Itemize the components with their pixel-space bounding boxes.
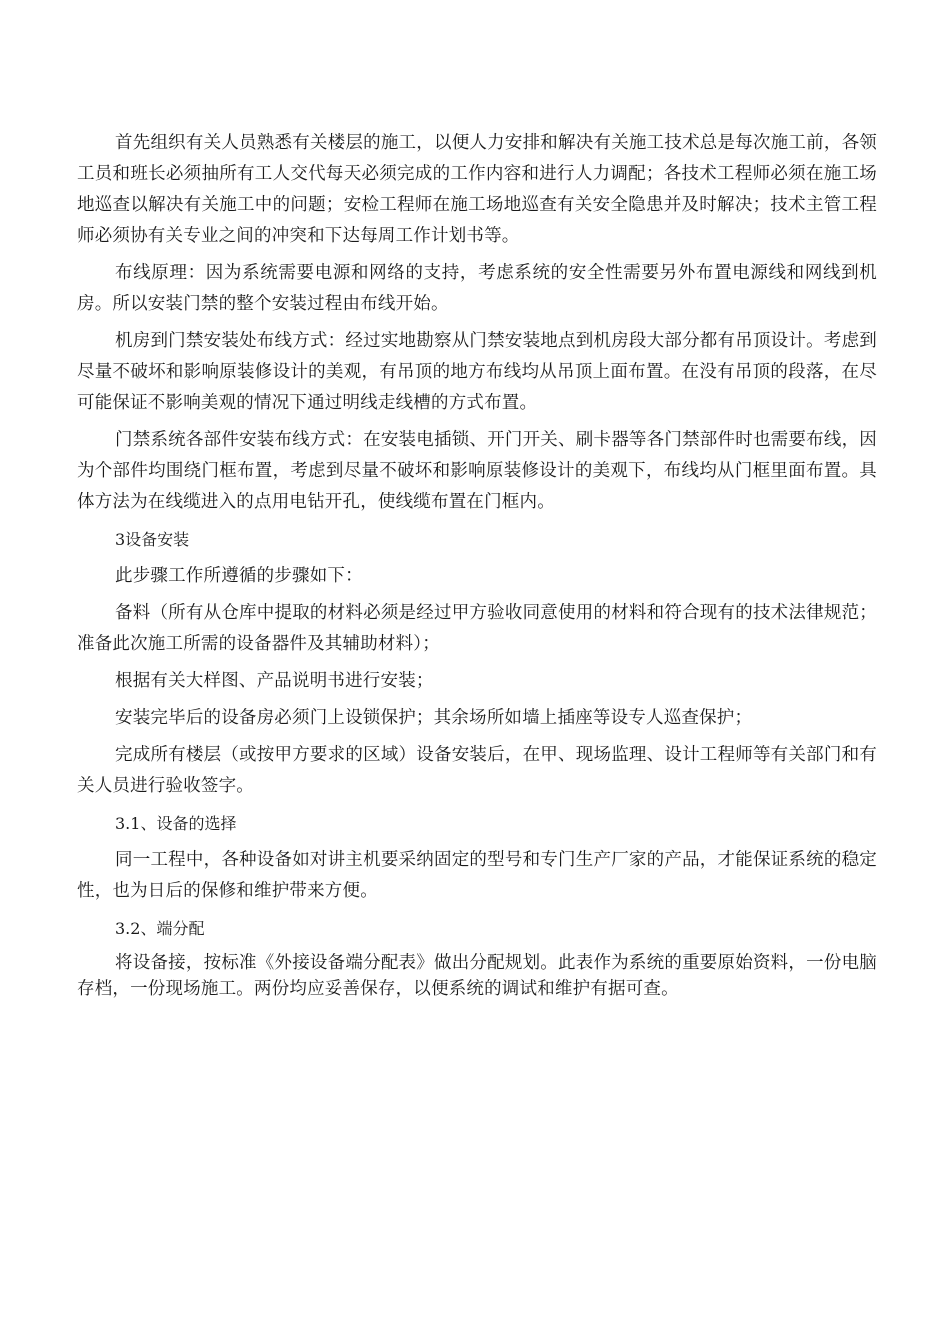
- paragraph-protection: 安装完毕后的设备房必须门上设锁保护；其余场所如墙上插座等设专人巡查保护；: [115, 708, 753, 728]
- paragraph-wiring-principle: 布线原理：因为系统需要电源和网络的支持，考虑系统的安全性需要另外布置电源线和网线到机房。所以安装门禁的整个安装过程由布线开始。: [77, 263, 877, 314]
- paragraph-acceptance: 完成所有楼层（或按甲方要求的区域）设备安装后，在甲、现场监理、设计工程师等有关部门和有关人员进行验收签字。: [77, 745, 877, 796]
- paragraph-equipment-selection: 同一工程中，各种设备如对讲主机要采纳固定的型号和专门生产厂家的产品，才能保证系统的稳定性，也为日后的保修和维护带来方便。: [77, 850, 877, 901]
- paragraph-port-allocation: 将设备接，按标准《外接设备端分配表》做出分配规划。此表作为系统的重要原始资料，一份电脑存档，一份现场施工。两份均应妥善保存，以便系统的调试和维护有据可查。: [77, 953, 877, 999]
- paragraph-install-by-drawings: 根据有关大样图、产品说明书进行安装；: [115, 671, 434, 691]
- section-heading-equipment-selection: 3.1、设备的选择: [115, 814, 237, 833]
- paragraph-construction-organization: 首先组织有关人员熟悉有关楼层的施工，以便人力安排和解决有关施工技术总是每次施工前，各领工员和班长必须抽所有工人交代每天必须完成的工作内容和进行人力调配；各技术工程师必须在施工场地巡查以解决有关施工中的问题；安检工程师在施工场地巡查有关安全隐患并及时解决；技术主管工程师必须协有关专业之间的冲突和下达每周工作计划书等。: [77, 133, 877, 246]
- section-heading-port-allocation: 3.2、端分配: [115, 919, 205, 938]
- section-heading-equipment-installation: 3设备安装: [115, 530, 190, 549]
- document-page: [77, 128, 877, 1002]
- paragraph-machine-room-wiring: 机房到门禁安装处布线方式：经过实地勘察从门禁安装地点到机房段大部分都有吊顶设计。考虑到尽量不破坏和影响原装修设计的美观，有吊顶的地方布线均从吊顶上面布置。在没有吊顶的段落，在尽可能保证不影响美观的情况下通过明线走线槽的方式布置。: [77, 331, 877, 413]
- paragraph-material-preparation: 备料（所有从仓库中提取的材料必须是经过甲方验收同意使用的材料和符合现有的技术法律规范；准备此次施工所需的设备器件及其辅助材料）；: [77, 603, 877, 654]
- paragraph-steps-intro: 此步骤工作所遵循的步骤如下：: [115, 566, 363, 586]
- paragraph-component-wiring: 门禁系统各部件安装布线方式：在安装电插锁、开门开关、刷卡器等各门禁部件时也需要布线，因为个部件均围绕门框布置，考虑到尽量不破坏和影响原装修设计的美观下，布线均从门框里面布置。具体方法为在线缆进入的点用电钻开孔，使线缆布置在门框内。: [77, 430, 877, 512]
